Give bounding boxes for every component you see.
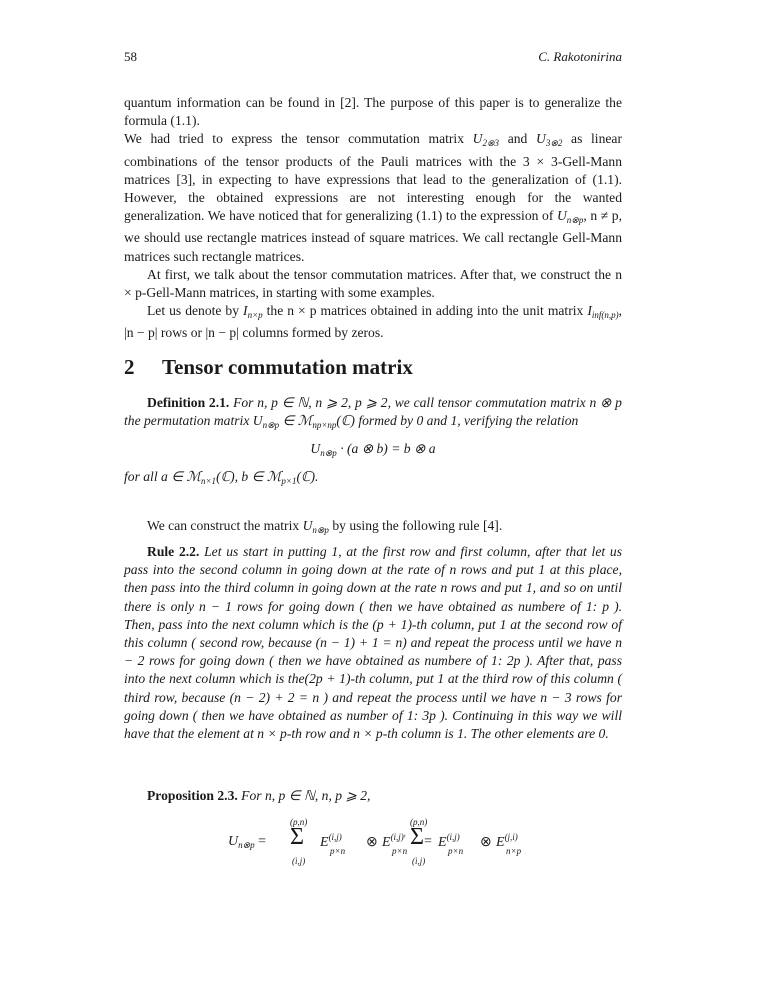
intro-paragraph-3: At first, we talk about the tensor commutation matrices. After that, we construct the n × p-Gell-Mann matrices, in starting with some examples.: [124, 266, 622, 301]
section-number: 2: [124, 355, 135, 379]
intro-paragraph-4: Let us denote by $I_{n\times p}$ the n × p matrices obtained in adding into the unit matrix $I_{inf(n,p)}$, |n − p| rows or |n − p| columns formed by zeros.: [124, 303, 623, 341]
definition-forall: for all a ∈ ℳ$_{n\times 1}$(ℂ), b ∈ ℳ$_{p\times 1}$(ℂ).: [124, 468, 319, 486]
proposition-equation: $U_{n\otimes p}$ = Σ (p,n) (i,j) E$^{(i,j)}$ p×n ⊗ $E^{(i,j)ᵗ}$ p×n = Σ (p,n) (i,j) E$^{(i,j)}$ p×n ⊗ E$^{(j,i)}$ n×p: [228, 817, 522, 866]
construct-paragraph: We can construct the matrix $U_{n\otimes p}$ by using the following rule [4].: [147, 518, 503, 535]
definition-text: Definition 2.1. For n, p ∈ ℕ, n ⩾ 2, p ⩾ 2, we call tensor commutation matrix n ⊗ p the permutation matrix $U_{n\otimes p}$ ∈ ℳ$_{np\times np}$(ℂ) formed by 0 and 1, verifying the relation: [124, 395, 622, 431]
section-heading: [124, 355, 413, 380]
proposition-text: Proposition 2.3. For n, p ∈ ℕ, n, p ⩾ 2,: [147, 788, 371, 803]
proposition-block: [124, 787, 622, 805]
sum-2: Σ: [410, 824, 424, 850]
rule-block: [124, 543, 622, 743]
definition-block: [124, 394, 622, 490]
intro-paragraph-2: We had tried to express the tensor commutation matrix $U_{2\otimes 3}$ and $U_{3\otimes 2}$ as linear combinations of the tensor products of the Pauli matrices with the 3 × 3-Gell-Mann matrices [3], in expecting to have expressions that lead to the generalization of (1.1). However, the obtained expressions are not interesting enough for the wanted generalization. We have noticed that for generalizing (1.1) to the expression of $U_{n\otimes p}$, n ≠ p, we should use rectangle matrices instead of square matrices. We call rectangle Gell-Mann matrices such rectangle matrices.: [124, 131, 622, 264]
intro-paragraph-1: quantum information can be found in [2]. The purpose of this paper is to generalize the formula (1.1).: [124, 95, 622, 129]
author-name: C. Rakotonirina: [538, 49, 622, 64]
section-title: Tensor commutation matrix: [162, 355, 413, 379]
rule-label: Rule 2.2.: [147, 544, 200, 559]
definition-relation: $U_{n\otimes p} \cdot (a$ ⊗ b) = b ⊗ a: [310, 441, 436, 459]
definition-label: Definition 2.1.: [147, 395, 230, 410]
intro-block: [124, 94, 622, 343]
proposition-label: Proposition 2.3.: [147, 788, 238, 803]
page-number: 58: [124, 49, 137, 64]
rule-text: Rule 2.2. Let us start in putting 1, at the first row and first column, after that let us pass into the second column in going down at the rate of n rows and put 1 at this place, then pass into the third column in going down at the rate n rows and put 1, and so on until there is only n − 1 rows for going down ( then we have obtained as numbere of 1: p ). Then, pass into the next column which is the (p + 1)-th column, put 1 at the second row of this column ( second row, because (n − 1) + 1 = n) and repeat the process until we have n − 2 rows for going down ( then we have obtained as numbere of 1: 2p ). After that, pass into the next column which is the(2p + 1)-th column, put 1 at the third row of this column ( third row, because (n − 2) + 2 = n ) and repeat the process until we have n − 3 rows for going down ( then we have obtained as number of 1: 3p ). Continuing in this way we will have that the element at n × p-th row and n × p-th column is 1. The other elements are 0.: [124, 544, 622, 742]
sum-1: Σ: [290, 824, 304, 850]
